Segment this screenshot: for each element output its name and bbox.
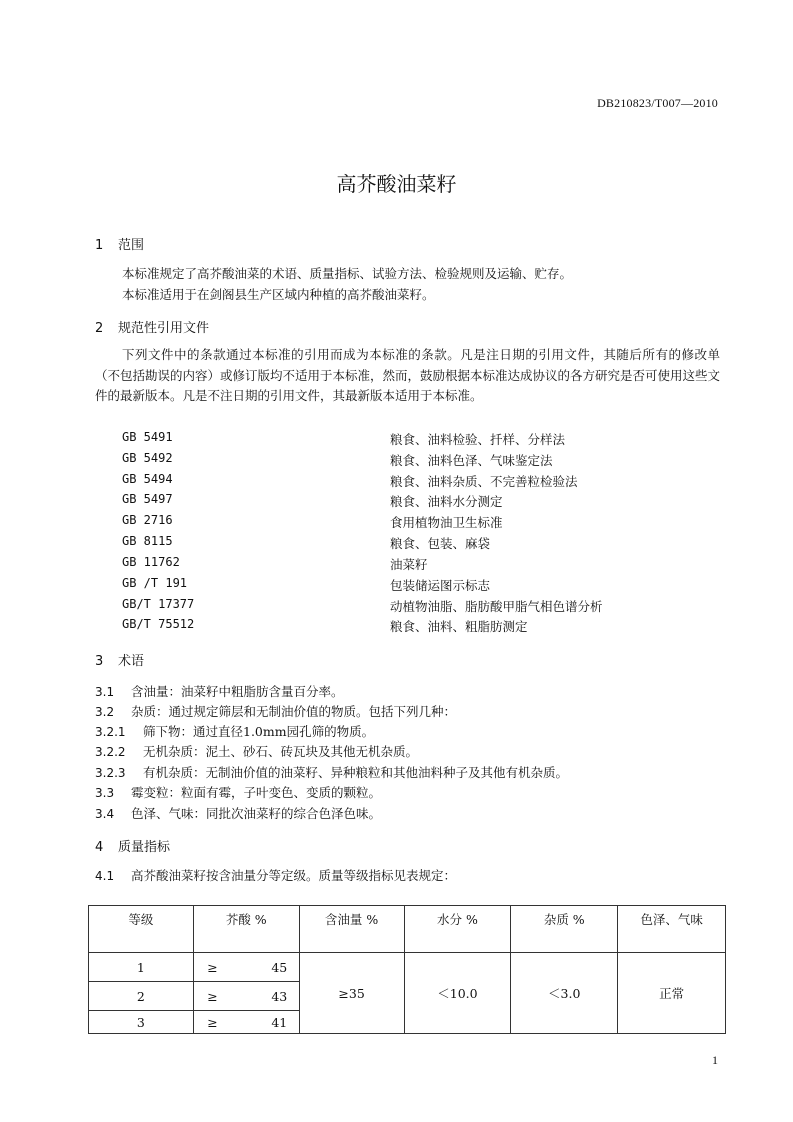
term-number: 3.2 [95,705,115,719]
section-3-heading [95,650,144,669]
reference-title: 粮食、油料色泽、气味鉴定法 [390,453,553,468]
term-text: 含油量：油菜籽中粗脂肪含量百分率。 [131,684,344,699]
term-definition [95,763,568,781]
symbol: ≥ [207,988,218,1004]
term-definition [95,742,418,760]
term-text: 杂质：通过规定筛层和无制油价值的物质。包括下列几种： [131,704,457,719]
section-heading-text: 规范性引用文件 [118,321,210,336]
value: 43 [271,988,288,1004]
term-number: 3.2.1 [95,725,126,739]
term-number: 3.4 [95,807,115,821]
reference-code: GB 8115 [122,534,173,548]
section-2-heading [95,317,209,336]
paragraph: 本标准规定了高芥酸油菜的术语、质量指标、试验方法、检验规则及运输、贮存。 [122,266,573,281]
reference-code: GB 5497 [122,492,173,506]
reference-code: GB /T 191 [122,576,188,590]
reference-code: GB/T 17377 [122,597,195,611]
table-header-row [89,906,726,953]
term-definition [95,804,381,822]
page-number: 1 [712,1053,718,1067]
subsection-text: 高芥酸油菜籽按含油量分等定级。质量等级指标见表规定： [131,868,457,883]
moisture-cell: ＜10.0 [404,953,511,1034]
reference-title: 粮食、油料杂质、不完善粒检验法 [390,474,578,489]
section-1-heading [95,234,144,253]
subsection-4-1 [95,866,456,884]
term-number: 3.1 [95,685,115,699]
reference-title: 粮食、油料检验、扦样、分样法 [390,432,566,447]
term-text: 霉变粒：粒面有霉，子叶变色、变质的颗粒。 [131,785,382,800]
term-text: 无机杂质：泥土、砂石、砖瓦块及其他无机杂质。 [143,744,419,759]
reference-title: 粮食、包装、麻袋 [390,536,491,551]
reference-code: GB 11762 [122,555,180,569]
term-number: 3.2.2 [95,745,126,759]
section-number: 3 [95,654,104,669]
term-text: 色泽、气味：同批次油菜籽的综合色泽色味。 [131,806,382,821]
table-header-cell: 含油量 % [299,906,404,953]
document-title: 高芥酸油菜籽 [336,172,457,196]
term-number: 3.3 [95,786,115,800]
section-heading-text: 范围 [118,238,145,253]
grade-cell: 1 [89,953,194,982]
term-definition [95,702,456,720]
section-number: 1 [95,238,104,253]
term-text: 筛下物：通过直径1.0mm园孔筛的物质。 [143,724,375,739]
table-header-cell: 色泽、气味 [618,906,726,953]
term-definition [95,783,381,801]
erucic-cell [193,1011,299,1034]
table-header-cell: 等级 [89,906,194,953]
term-number: 4.1 [95,869,115,883]
impurity-cell: ＜3.0 [511,953,618,1034]
value: 41 [271,1014,288,1030]
erucic-cell [193,953,299,982]
term-number: 3.2.3 [95,766,126,780]
reference-title: 动植物油脂、脂肪酸甲脂气相色谱分析 [390,599,603,614]
paragraph: 下列文件中的条款通过本标准的引用而成为本标准的条款。凡是注日期的引用文件，其随后所有的修改单（不包括勘误的内容）或修订版均不适用于本标准，然而，鼓励根据本标准达成协议的各方研究是否可使用这些文件的最新版本。凡是不注日期的引用文件，其最新版本适用于本标准。 [95,347,721,403]
table-row [89,953,726,982]
section-4-heading [95,836,170,855]
reference-code: GB 5491 [122,430,173,444]
reference-title: 油菜籽 [390,557,428,572]
erucic-cell [193,982,299,1011]
symbol: ≥ [207,959,218,975]
term-definition [95,722,374,740]
table-header-cell: 杂质 % [511,906,618,953]
reference-code: GB 2716 [122,513,173,527]
term-definition [95,682,344,700]
grade-cell: 2 [89,982,194,1011]
color-smell-cell: 正常 [618,953,726,1034]
reference-code: GB 5494 [122,472,173,486]
table-header-cell: 芥酸 % [193,906,299,953]
reference-title: 食用植物油卫生标准 [390,515,503,530]
symbol: ≥ [207,1014,218,1030]
term-text: 有机杂质：无制油价值的油菜籽、异种粮粒和其他油料种子及其他有机杂质。 [143,765,569,780]
reference-title: 包装储运图示标志 [390,578,491,593]
section-number: 4 [95,840,104,855]
quality-grade-table [88,905,726,1034]
reference-title: 粮食、油料水分测定 [390,494,503,509]
document-code: DB210823/T007—2010 [597,96,718,110]
section-heading-text: 质量指标 [118,840,171,855]
reference-code: GB/T 75512 [122,617,195,631]
section-number: 2 [95,321,104,336]
section-heading-text: 术语 [118,654,145,669]
reference-title: 粮食、油料、粗脂肪测定 [390,619,528,634]
table-header-cell: 水分 % [404,906,511,953]
oil-content-cell: ≥35 [299,953,404,1034]
reference-code: GB 5492 [122,451,173,465]
value: 45 [271,959,288,975]
grade-cell: 3 [89,1011,194,1034]
paragraph: 本标准适用于在剑阁县生产区域内种植的高芥酸油菜籽。 [122,287,435,302]
